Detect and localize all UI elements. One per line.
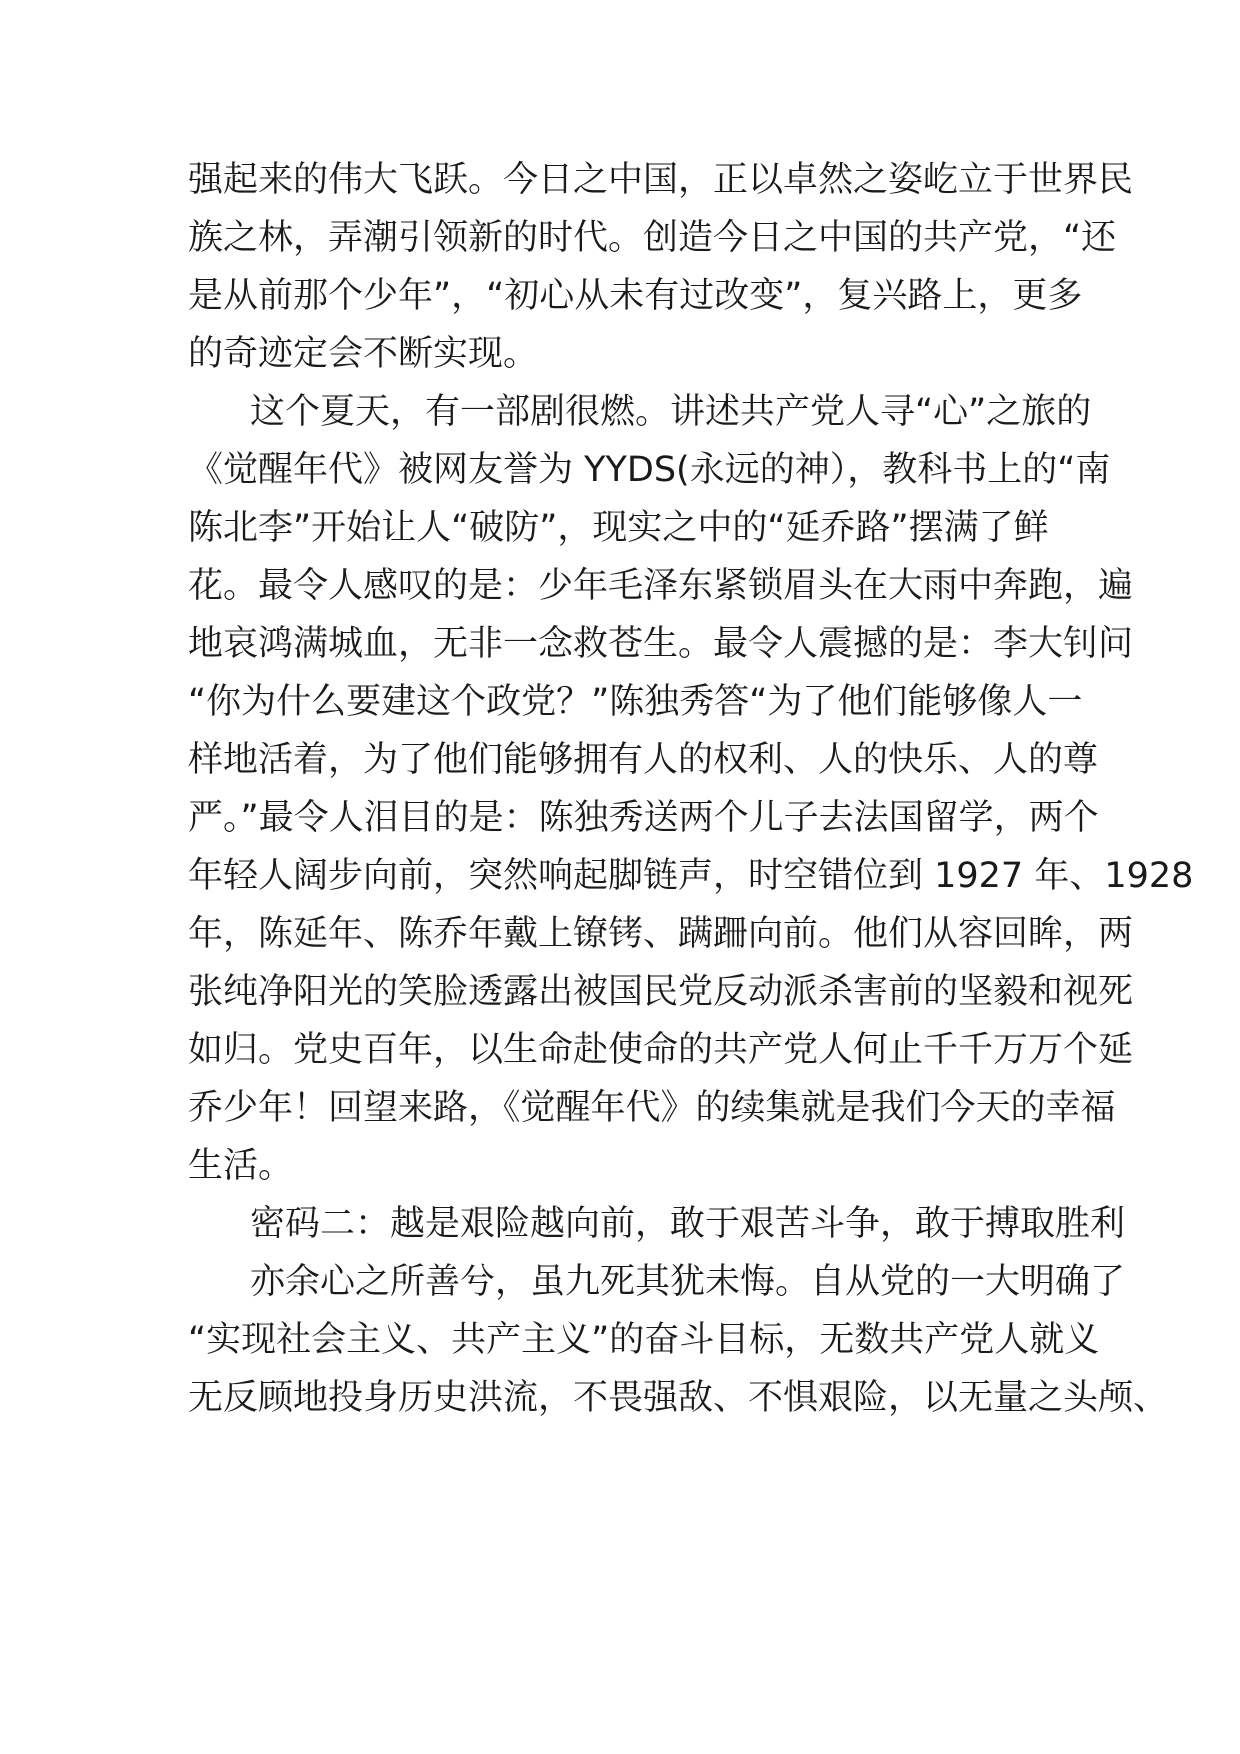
text-line: 的奇迹定会不断实现。 (188, 334, 539, 374)
text-line: 无反顾地投身历史洪流，不畏强敌、不惧艰险，以无量之头颅、 (188, 1378, 1169, 1418)
heading-line: 密码二：越是艰险越向前，敢于艰苦斗争，敢于搏取胜利 (250, 1204, 1126, 1244)
text-line: 乔少年！回望来路，《觉醒年代》的续集就是我们今天的幸福 (188, 1088, 1116, 1128)
text-line: 强起来的伟大飞跃。今日之中国，正以卓然之姿屹立于世界民 (188, 160, 1134, 200)
text-line: 是从前那个少年”，“初心从未有过改变”，复兴路上，更多 (188, 276, 1083, 316)
text-line: 亦余心之所善兮，虽九死其犹未悔。自从党的一大明确了 (250, 1262, 1126, 1302)
text-line: 如归。党史百年，以生命赴使命的共产党人何止千千万万个延 (188, 1030, 1134, 1070)
text-line: 地哀鸿满城血，无非一念救苍生。最令人震撼的是：李大钊问 (188, 624, 1134, 664)
text-line: 族之林，弄潮引领新的时代。创造今日之中国的共产党，“还 (188, 218, 1117, 258)
text-line: 年轻人阔步向前，突然响起脚链声，时空错位到 1927 年、1928 (188, 856, 1194, 896)
text-line: 《觉醒年代》被网友誉为 YYDS(永远的神），教科书上的“南 (188, 450, 1111, 490)
text-line: “实现社会主义、共产主义”的奋斗目标，无数共产党人就义 (188, 1320, 1100, 1360)
text-line: 这个夏天，有一部剧很燃。讲述共产党人寻“心”之旅的 (250, 392, 1092, 432)
text-line: 年，陈延年、陈乔年戴上镣铐、蹒跚向前。他们从容回眸，两 (188, 914, 1134, 954)
text-line: 陈北李”开始让人“破防”，现实之中的“延乔路”摆满了鲜 (188, 508, 1049, 548)
text-line: “你为什么要建这个政党？”陈独秀答“为了他们能够像人一 (188, 682, 1083, 722)
text-line: 花。最令人感叹的是：少年毛泽东紧锁眉头在大雨中奔跑，遍 (188, 566, 1134, 606)
text-line: 样地活着，为了他们能够拥有人的权利、人的快乐、人的尊 (188, 740, 1099, 780)
text-line: 张纯净阳光的笑脸透露出被国民党反动派杀害前的坚毅和视死 (188, 972, 1134, 1012)
text-line: 生活。 (188, 1146, 294, 1186)
text-line: 严。”最令人泪目的是：陈独秀送两个儿子去法国留学，两个 (188, 798, 1099, 838)
